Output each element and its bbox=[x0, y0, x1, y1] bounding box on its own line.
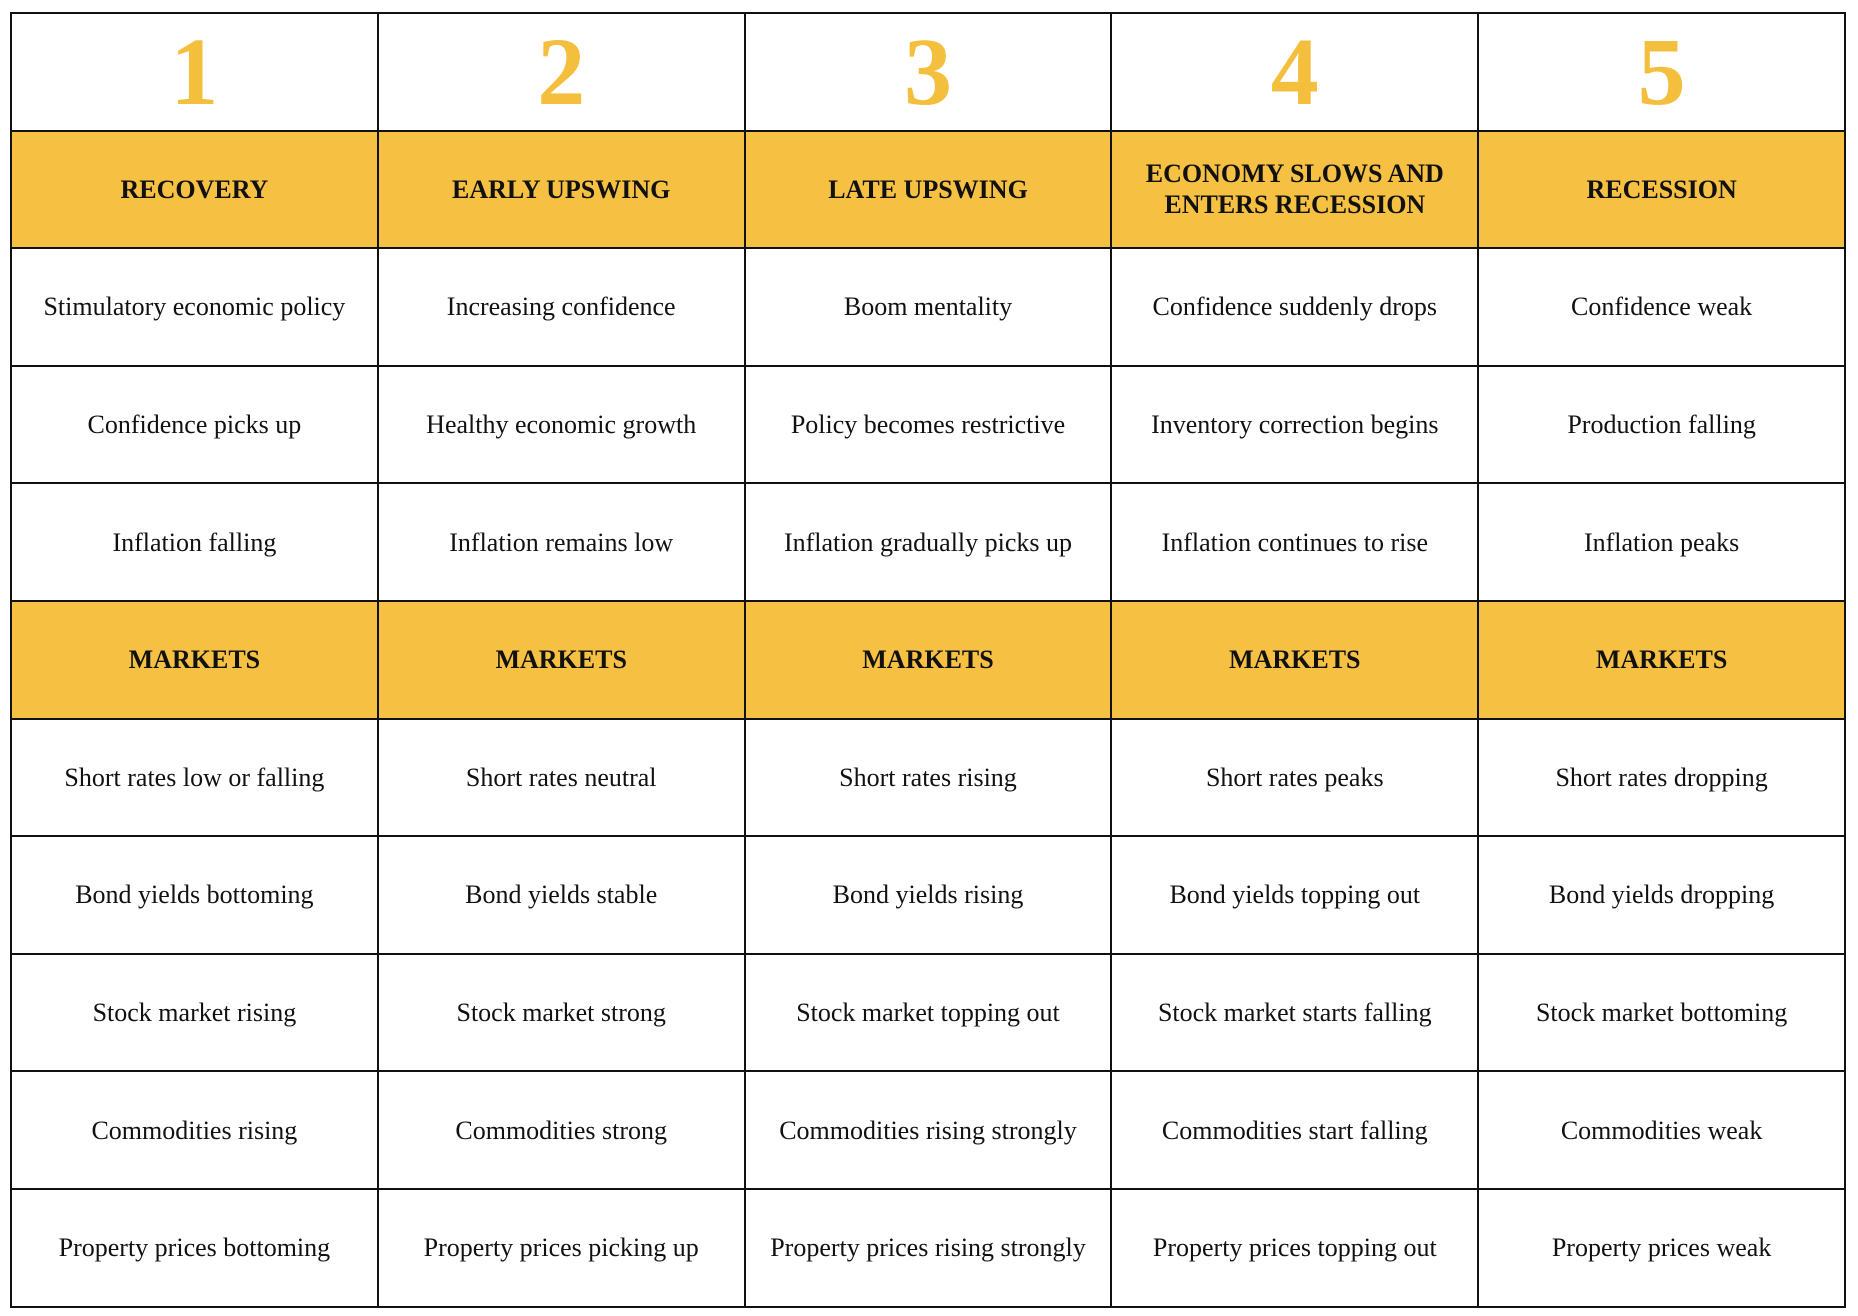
phase-title-4: ECONOMY SLOWS AND ENTERS RECESSION bbox=[1111, 131, 1478, 249]
economy-cell: Confidence weak bbox=[1478, 248, 1845, 366]
economy-cell: Healthy economic growth bbox=[378, 366, 745, 484]
market-cell: Short rates rising bbox=[745, 719, 1112, 837]
market-cell: Property prices rising strongly bbox=[745, 1189, 1112, 1307]
phase-title-1: RECOVERY bbox=[11, 131, 378, 249]
market-cell: Property prices weak bbox=[1478, 1189, 1845, 1307]
economy-cell: Confidence picks up bbox=[11, 366, 378, 484]
markets-row bbox=[11, 1189, 1845, 1307]
economy-cell: Boom mentality bbox=[745, 248, 1112, 366]
phase-title-3: LATE UPSWING bbox=[745, 131, 1112, 249]
markets-row bbox=[11, 719, 1845, 837]
number-row bbox=[11, 13, 1845, 131]
market-cell: Bond yields topping out bbox=[1111, 836, 1478, 954]
markets-heading-1: MARKETS bbox=[11, 601, 378, 719]
market-cell: Short rates peaks bbox=[1111, 719, 1478, 837]
markets-row bbox=[11, 954, 1845, 1072]
phase-number-1: 1 bbox=[11, 13, 378, 131]
market-cell: Commodities start falling bbox=[1111, 1071, 1478, 1189]
economy-cell: Inflation peaks bbox=[1478, 483, 1845, 601]
markets-heading-3: MARKETS bbox=[745, 601, 1112, 719]
market-cell: Stock market topping out bbox=[745, 954, 1112, 1072]
phase-number-3: 3 bbox=[745, 13, 1112, 131]
market-cell: Property prices picking up bbox=[378, 1189, 745, 1307]
economy-cell: Stimulatory economic policy bbox=[11, 248, 378, 366]
economy-row bbox=[11, 248, 1845, 366]
market-cell: Stock market bottoming bbox=[1478, 954, 1845, 1072]
market-cell: Property prices bottoming bbox=[11, 1189, 378, 1307]
market-cell: Commodities weak bbox=[1478, 1071, 1845, 1189]
economy-cell: Inflation falling bbox=[11, 483, 378, 601]
market-cell: Short rates low or falling bbox=[11, 719, 378, 837]
economy-cell: Inflation continues to rise bbox=[1111, 483, 1478, 601]
economy-cell: Inflation gradually picks up bbox=[745, 483, 1112, 601]
markets-row bbox=[11, 836, 1845, 954]
markets-heading-2: MARKETS bbox=[378, 601, 745, 719]
phase-number-2: 2 bbox=[378, 13, 745, 131]
phase-header-row bbox=[11, 131, 1845, 249]
business-cycle-table bbox=[10, 12, 1846, 1308]
economy-row bbox=[11, 483, 1845, 601]
phase-number-4: 4 bbox=[1111, 13, 1478, 131]
market-cell: Short rates dropping bbox=[1478, 719, 1845, 837]
economy-cell: Confidence suddenly drops bbox=[1111, 248, 1478, 366]
market-cell: Bond yields rising bbox=[745, 836, 1112, 954]
market-cell: Property prices topping out bbox=[1111, 1189, 1478, 1307]
market-cell: Commodities rising strongly bbox=[745, 1071, 1112, 1189]
phase-number-5: 5 bbox=[1478, 13, 1845, 131]
economy-row bbox=[11, 366, 1845, 484]
phase-title-5: RECESSION bbox=[1478, 131, 1845, 249]
market-cell: Bond yields stable bbox=[378, 836, 745, 954]
market-cell: Stock market rising bbox=[11, 954, 378, 1072]
markets-row bbox=[11, 1071, 1845, 1189]
economy-cell: Inflation remains low bbox=[378, 483, 745, 601]
economy-cell: Policy becomes restrictive bbox=[745, 366, 1112, 484]
economy-cell: Production falling bbox=[1478, 366, 1845, 484]
market-cell: Stock market starts falling bbox=[1111, 954, 1478, 1072]
markets-heading-4: MARKETS bbox=[1111, 601, 1478, 719]
phase-title-2: EARLY UPSWING bbox=[378, 131, 745, 249]
market-cell: Short rates neutral bbox=[378, 719, 745, 837]
market-cell: Bond yields bottoming bbox=[11, 836, 378, 954]
economy-cell: Inventory correction begins bbox=[1111, 366, 1478, 484]
market-cell: Stock market strong bbox=[378, 954, 745, 1072]
market-cell: Commodities strong bbox=[378, 1071, 745, 1189]
market-cell: Commodities rising bbox=[11, 1071, 378, 1189]
markets-heading-5: MARKETS bbox=[1478, 601, 1845, 719]
market-cell: Bond yields dropping bbox=[1478, 836, 1845, 954]
markets-header-row bbox=[11, 601, 1845, 719]
economy-cell: Increasing confidence bbox=[378, 248, 745, 366]
